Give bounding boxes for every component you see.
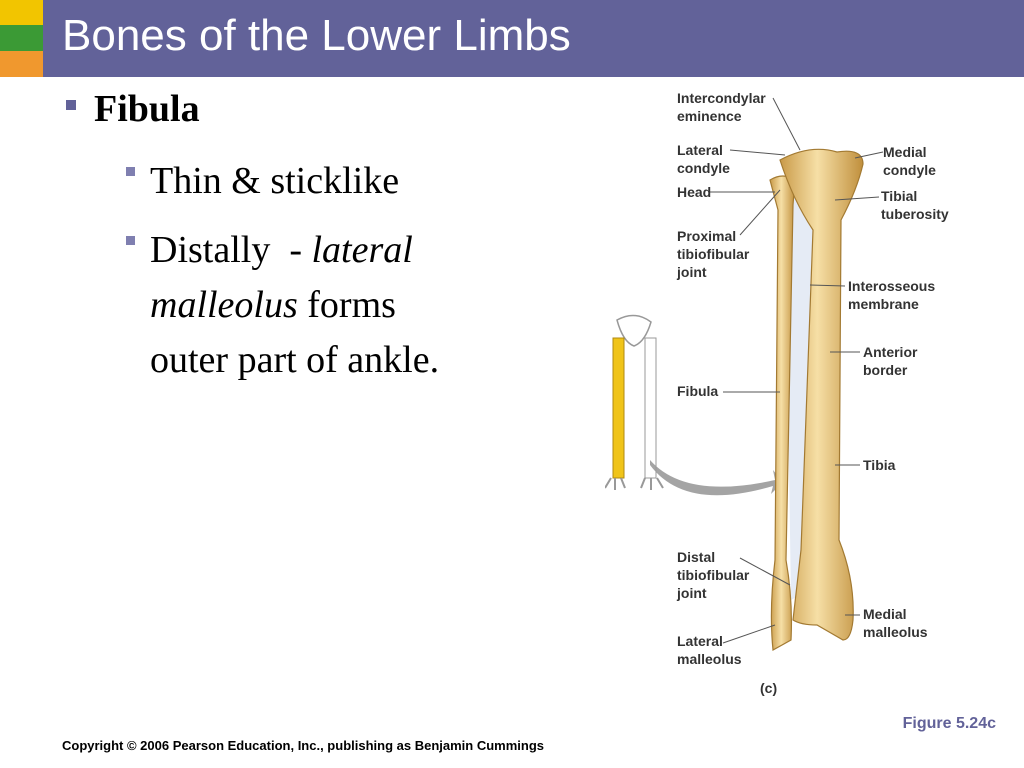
figure-caption: Figure 5.24c xyxy=(902,715,996,732)
label-distal-tibiofibular-joint: Distal tibiofibular joint xyxy=(677,549,750,601)
bullet-list xyxy=(60,88,530,388)
accent-block-orange xyxy=(0,51,43,77)
slide-title: Bones of the Lower Limbs xyxy=(62,11,571,60)
bullet-sub-2-italic-lateral: lateral xyxy=(311,228,413,271)
bullet-main xyxy=(60,88,530,132)
label-anterior-border: Anterior border xyxy=(863,344,918,378)
leg-bones-figure xyxy=(605,80,1005,700)
bullet-sub-1-text: Thin & sticklike xyxy=(150,159,400,202)
copyright-footer: Copyright © 2006 Pearson Education, Inc., publishing as Benjamin Cummings xyxy=(62,738,544,753)
label-proximal-tibiofibular-joint: Proximal tibiofibular joint xyxy=(677,228,750,280)
bullet-sub-2-text xyxy=(150,223,530,388)
label-intercondylar-eminence: Intercondylar eminence xyxy=(677,90,766,124)
square-bullet-icon xyxy=(126,167,135,176)
label-lateral-malleolus: Lateral malleolus xyxy=(677,633,742,667)
title-bar xyxy=(0,0,1024,77)
bullet-sub-1 xyxy=(60,154,530,209)
label-tibia: Tibia xyxy=(863,457,896,473)
label-lateral-condyle: Lateral condyle xyxy=(677,142,730,176)
bullet-main-text: Fibula xyxy=(94,88,200,130)
skeleton-thumbnail xyxy=(605,315,663,490)
label-head: Head xyxy=(677,184,712,200)
arrow-icon xyxy=(650,460,783,495)
label-medial-malleolus: Medial malleolus xyxy=(863,606,928,640)
bullet-sub-2-ankle: outer part of ankle. xyxy=(150,338,440,381)
label-tibial-tuberosity: Tibial tuberosity xyxy=(881,188,949,222)
label-interosseous-membrane: Interosseous membrane xyxy=(848,278,936,312)
square-bullet-icon xyxy=(66,100,76,110)
square-bullet-icon xyxy=(126,236,135,245)
label-medial-condyle: Medial condyle xyxy=(883,144,936,178)
bullet-sub-2-forms: forms xyxy=(297,283,396,326)
label-fibula: Fibula xyxy=(677,383,719,399)
accent-block-yellow xyxy=(0,0,43,25)
bullet-sub-2 xyxy=(60,223,530,388)
accent-block-green xyxy=(0,25,43,51)
tibia-fibula-illustration xyxy=(605,80,1005,700)
bullet-sub-2-prefix: Distally - xyxy=(150,228,312,271)
label-panel-c: (c) xyxy=(760,680,778,696)
bullet-sub-2-italic-malleolus: malleolus xyxy=(150,283,298,326)
